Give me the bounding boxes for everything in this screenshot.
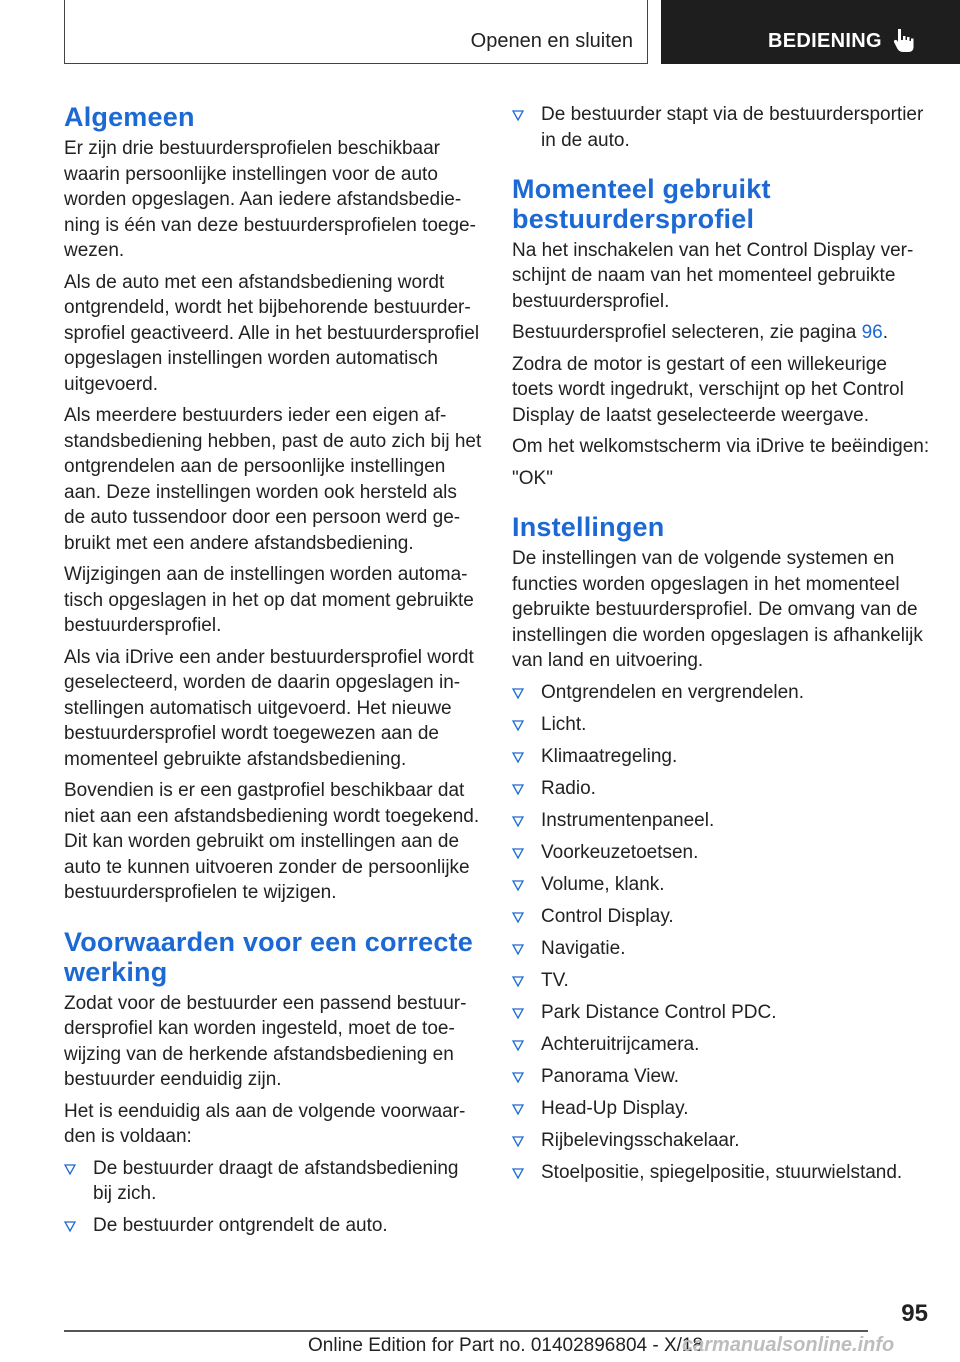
section-title: Openen en sluiten [470, 30, 633, 52]
list-item: Navigatie. [512, 936, 932, 962]
paragraph: "OK" [512, 467, 553, 489]
list-item: De bestuurder draagt de afstandsbediening bij zich. [64, 1156, 482, 1207]
list-item: Head-Up Display. [512, 1096, 932, 1122]
pointing-hand-icon [892, 26, 918, 54]
heading-instellingen: Instellingen [512, 512, 665, 542]
triangle-bullet-icon [64, 1221, 76, 1232]
triangle-bullet-icon [512, 1008, 524, 1019]
triangle-bullet-icon [512, 1104, 524, 1115]
condition-list [64, 1156, 482, 1239]
paragraph: Het is eenduidig als aan de volgende voorwaarden is voldaan: [64, 1100, 466, 1147]
triangle-bullet-icon [512, 688, 524, 699]
paragraph: Er zijn drie bestuurdersprofielen beschikbaar waarin persoonlijke instellingen voor de auto worden opgeslagen. Aan iedere afstandsbediening is één van deze bestuurdersprofielen toegewezen. [64, 138, 476, 261]
triangle-bullet-icon [64, 1164, 76, 1175]
paragraph: Om het welkomstscherm via iDrive te beëindigen: [512, 436, 930, 457]
left-column [64, 102, 482, 1245]
paragraph: Zodat voor de bestuurder een passend bestuurdersprofiel kan worden ingesteld, moet de toewijzing van de herkende afstandsbediening en bestuurder eenduidig zijn. [64, 992, 467, 1090]
condition-list-continued [512, 102, 932, 153]
triangle-bullet-icon [512, 720, 524, 731]
list-item: TV. [512, 968, 932, 994]
triangle-bullet-icon [512, 912, 524, 923]
triangle-bullet-icon [512, 1168, 524, 1179]
triangle-bullet-icon [512, 784, 524, 795]
triangle-bullet-icon [512, 848, 524, 859]
list-item: Ontgrendelen en vergrendelen. [512, 680, 932, 706]
triangle-bullet-icon [512, 816, 524, 827]
list-item: De bestuurder ontgrendelt de auto. [64, 1213, 482, 1239]
page-link[interactable]: 96 [861, 322, 883, 343]
page-number: 95 [901, 1300, 928, 1327]
list-item: Achteruitrijcamera. [512, 1032, 932, 1058]
list-item: Rijbelevingsschakelaar. [512, 1128, 932, 1154]
list-item: Klimaatregeling. [512, 744, 932, 770]
list-item: Park Distance Control PDC. [512, 1000, 932, 1026]
list-item: Panorama View. [512, 1064, 932, 1090]
heading-momenteel: Momenteel gebruikt bestuurdersprofiel [512, 173, 771, 234]
triangle-bullet-icon [512, 1072, 524, 1083]
paragraph: De instellingen van de volgende systemen en functies worden opgeslagen in het momenteel gebruikte bestuurdersprofiel. De omvang van de instellingen die worden opgeslagen is afhankelijk van land en uitvoering. [512, 548, 923, 671]
triangle-bullet-icon [512, 1040, 524, 1051]
heading-algemeen: Algemeen [64, 102, 195, 132]
list-item: Stoelpositie, spiegelpositie, stuurwielstand. [512, 1160, 932, 1186]
heading-voorwaarden: Voorwaarden voor een correcte werking [64, 926, 473, 987]
header-section-tab [64, 0, 648, 64]
paragraph: Als meerdere bestuurders ieder een eigen afstandsbediening hebben, past de auto zich bij het ontgrendelen aan de persoonlijke instellingen aan. Deze instellingen worden ook hersteld als de auto tussendoor door een persoon werd gebruikt met een andere afstandsbediening. [64, 405, 482, 554]
list-item: Instrumentenpaneel. [512, 808, 932, 834]
triangle-bullet-icon [512, 752, 524, 763]
paragraph: Als de auto met een afstandsbediening wordt ontgrendeld, wordt het bijbehorende bestuurdersprofiel geactiveerd. Alle in het bestuurdersprofiel opgeslagen instellingen worden automatisch uitgevoerd. [64, 271, 480, 395]
paragraph: Zodra de motor is gestart of een willekeurige toets wordt ingedrukt, verschijnt op het Control Display de laatst geselecteerde weergave. [512, 353, 904, 426]
triangle-bullet-icon [512, 976, 524, 987]
triangle-bullet-icon [512, 880, 524, 891]
paragraph: Wijzigingen aan de instellingen worden automatisch opgeslagen in het op dat moment gebruikte bestuurdersprofiel. [64, 564, 474, 636]
footer-divider [64, 1330, 868, 1332]
paragraph: Bestuurdersprofiel selecteren, zie pagina 96. [512, 322, 889, 343]
list-item: Volume, klank. [512, 872, 932, 898]
header-chapter-tab [661, 0, 960, 64]
list-item: Control Display. [512, 904, 932, 930]
list-item: Licht. [512, 712, 932, 738]
paragraph: Als via iDrive een ander bestuurdersprofiel wordt geselecteerd, worden de daarin opgeslagen instellingen automatisch uitgevoerd. Het nieuwe bestuurdersprofiel wordt toegewezen aan de momenteel gebruikte afstandsbediening. [64, 646, 474, 770]
triangle-bullet-icon [512, 110, 524, 121]
watermark: carmanualsonline.info [682, 1334, 895, 1356]
paragraph: Bovendien is er een gastprofiel beschikbaar dat niet aan een afstandsbediening wordt toegekend. Dit kan worden gebruikt om instellingen aan de auto te kunnen uitvoeren zonder de persoonlijke bestuurdersprofielen te wijzigen. [64, 780, 480, 903]
list-item: Radio. [512, 776, 932, 802]
right-column [512, 102, 932, 1192]
triangle-bullet-icon [512, 1136, 524, 1147]
paragraph: Na het inschakelen van het Control Display verschijnt de naam van het momenteel gebruikte bestuurdersprofiel. [512, 239, 914, 312]
list-item: De bestuurder stapt via de bestuurdersportier in de auto. [512, 102, 932, 153]
chapter-title: BEDIENING [768, 30, 882, 52]
settings-list [512, 680, 932, 1186]
triangle-bullet-icon [512, 944, 524, 955]
list-item: Voorkeuzetoetsen. [512, 840, 932, 866]
footer-edition: Online Edition for Part no. 01402896804 - X/18 [308, 1335, 704, 1356]
